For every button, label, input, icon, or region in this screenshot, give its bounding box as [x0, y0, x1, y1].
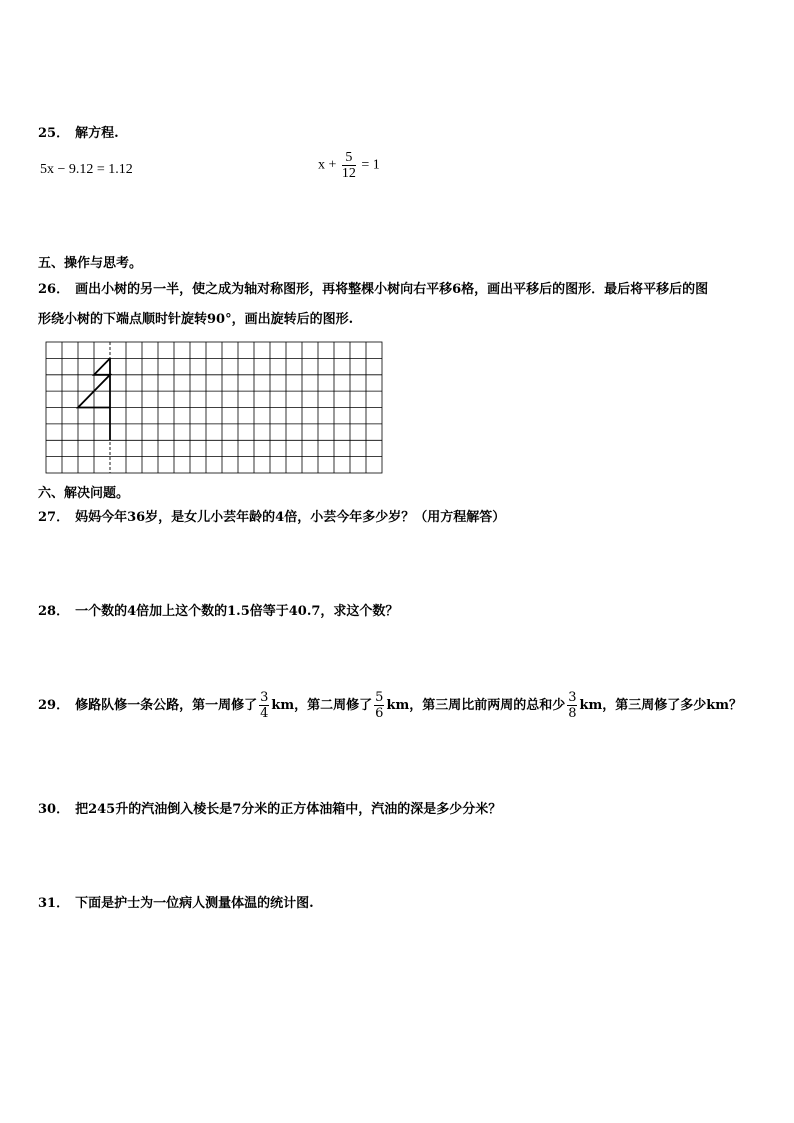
question-text: 一个数的4倍加上这个数的1.5倍等于40.7，求这个数？ — [75, 604, 399, 619]
question-text: 妈妈今年36岁，是女儿小芸年龄的4倍，小芸今年多少岁？（用方程解答） — [75, 510, 506, 525]
equation-2-right: = 1 — [361, 157, 380, 173]
question-number: 30． — [38, 802, 70, 817]
fraction-3-8 — [567, 690, 577, 721]
question-31 — [38, 896, 314, 912]
equation-1: 5x − 9.12 = 1.12 — [40, 162, 133, 177]
question-28 — [38, 604, 398, 620]
fraction-3-4 — [259, 690, 269, 721]
question-30 — [38, 802, 501, 818]
section-5-heading: 五、操作与思考。 — [38, 256, 143, 271]
question-text-part-3: km，第三周比前两周的总和少 — [386, 698, 566, 713]
question-number: 28． — [38, 604, 70, 619]
question-26-line-2: 形绕小树的下端点顺时针旋转90°，画出旋转后的图形. — [38, 312, 354, 327]
fraction-5-6 — [374, 690, 384, 721]
question-text-part-4: km，第三周修了多少km？ — [579, 698, 743, 713]
section-6-heading: 六、解决问题。 — [38, 486, 130, 501]
question-29 — [38, 690, 742, 721]
question-text: 下面是护士为一位病人测量体温的统计图. — [75, 896, 314, 911]
question-number: 26． — [38, 282, 70, 297]
fraction-numerator: 3 — [260, 690, 269, 705]
fraction-numerator: 3 — [568, 690, 577, 705]
fraction-numerator: 5 — [342, 150, 356, 166]
fraction-numerator: 5 — [375, 690, 384, 705]
question-text: 把245升的汽油倒入棱长是7分米的正方体油箱中，汽油的深是多少分米？ — [75, 802, 502, 817]
question-number: 25． — [38, 126, 70, 141]
fraction-5-12 — [342, 150, 356, 181]
question-number: 27． — [38, 510, 70, 525]
tree-grid-figure — [44, 340, 384, 476]
fraction-denominator: 8 — [568, 706, 577, 721]
question-number: 29． — [38, 698, 70, 713]
fraction-denominator: 12 — [341, 166, 356, 181]
question-text-part-2: km，第二周修了 — [271, 698, 373, 713]
fraction-denominator: 4 — [260, 706, 269, 721]
fraction-denominator: 6 — [375, 706, 384, 721]
equation-2-left: x + — [318, 157, 337, 173]
question-text: 解方程. — [75, 126, 119, 141]
question-text-part-1: 修路队修一条公路，第一周修了 — [75, 698, 258, 713]
question-27 — [38, 510, 505, 526]
question-number: 31． — [38, 896, 70, 911]
question-26-line-1 — [38, 282, 708, 298]
equation-2 — [318, 150, 380, 181]
question-25-heading — [38, 126, 119, 142]
question-text: 画出小树的另一半，使之成为轴对称图形，再将整棵小树向右平移6格，画出平移后的图形．最后将平移后的图 — [75, 282, 709, 297]
